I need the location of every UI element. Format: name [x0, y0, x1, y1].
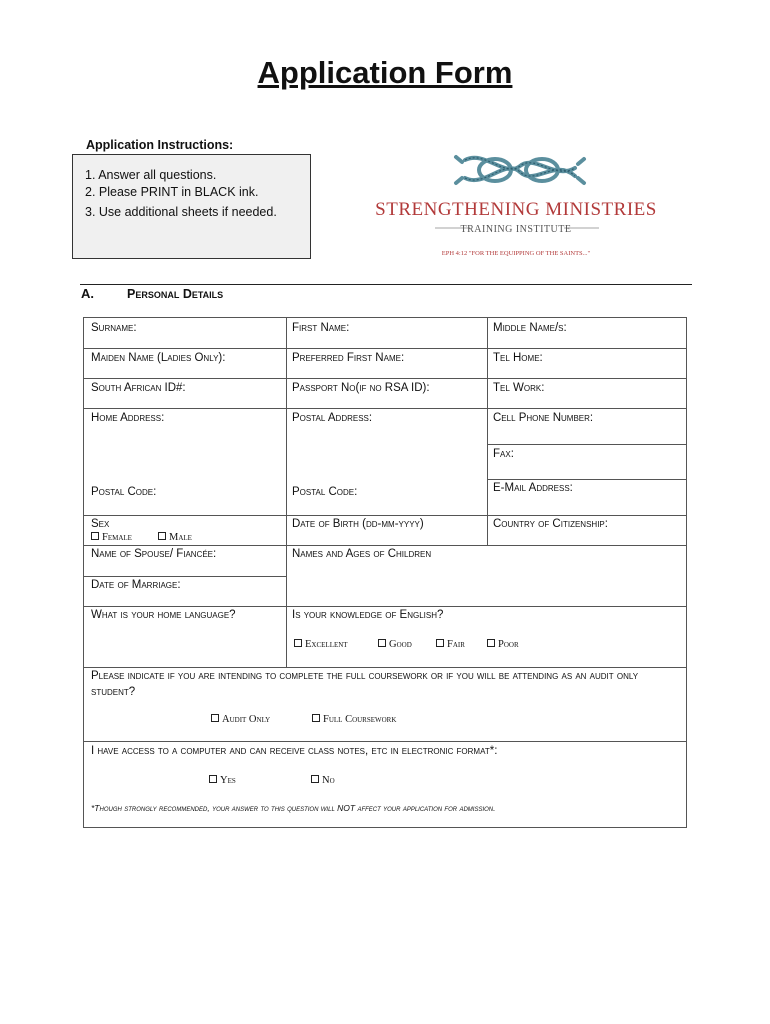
home-language-field[interactable]: What is your home language? — [91, 609, 236, 621]
row-divider — [84, 515, 686, 516]
english-level-label: Is your knowledge of English? — [292, 609, 444, 621]
tel-home-field[interactable]: Tel Home: — [493, 352, 543, 364]
english-option-poor[interactable]: Poor — [487, 639, 519, 650]
computer-question: I have access to a computer and can receive class notes, etc in electronic format*: — [91, 745, 498, 757]
row-divider — [84, 408, 686, 409]
checkbox-icon — [158, 532, 166, 540]
checkbox-icon — [487, 639, 495, 647]
passport-field[interactable]: Passport No(if no RSA ID): — [292, 382, 430, 394]
country-field[interactable]: Country of Citizenship: — [493, 518, 608, 530]
sa-id-field[interactable]: South African ID#: — [91, 382, 186, 394]
children-field[interactable]: Names and Ages of Children — [292, 548, 432, 560]
instructions-box — [72, 154, 311, 259]
page-title: Application Form — [257, 55, 513, 90]
surname-field[interactable]: Surname: — [91, 322, 137, 334]
cell-phone-field[interactable]: Cell Phone Number: — [493, 412, 594, 424]
spouse-field[interactable]: Name of Spouse/ Fiancée: — [91, 548, 217, 560]
row-divider — [487, 444, 686, 445]
middle-names-field[interactable]: Middle Name/s: — [493, 322, 567, 334]
instruction-item: 1. Answer all questions. — [85, 168, 217, 182]
svg-text:STRENGTHENING MINISTRIES: STRENGTHENING MINISTRIES — [375, 199, 657, 220]
section-rule — [80, 284, 692, 285]
checkbox-icon — [311, 775, 319, 783]
coursework-question: Please indicate if you are intending to complete the full coursework or if you will be attending as an audit only student? — [91, 670, 639, 698]
instruction-item: 3. Use additional sheets if needed. — [85, 205, 277, 219]
checkbox-icon — [209, 775, 217, 783]
maiden-name-field[interactable]: Maiden Name (Ladies Only): — [91, 352, 226, 364]
instructions-heading: Application Instructions: — [86, 138, 234, 152]
section-title: Personal Details — [127, 287, 224, 301]
personal-details-form — [83, 317, 687, 828]
marriage-date-field[interactable]: Date of Marriage: — [91, 579, 181, 591]
coursework-option-full[interactable]: Full Coursework — [312, 714, 396, 725]
checkbox-icon — [378, 639, 386, 647]
row-divider — [84, 606, 686, 607]
column-divider — [286, 318, 287, 667]
sex-label: Sex — [91, 518, 110, 530]
email-field[interactable]: E-Mail Address: — [493, 482, 573, 494]
checkbox-icon — [294, 639, 302, 647]
svg-text:TRAINING INSTITUTE: TRAINING INSTITUTE — [460, 224, 572, 235]
date-of-birth-field[interactable]: Date of Birth (dd-mm-yyyy) — [292, 518, 424, 530]
row-divider — [84, 378, 686, 379]
strengthening-ministries-logo — [370, 148, 662, 260]
preferred-first-name-field[interactable]: Preferred First Name: — [292, 352, 405, 364]
section-letter: A. — [81, 286, 94, 301]
sex-option-female[interactable]: Female — [91, 532, 132, 543]
postal-address-field[interactable]: Postal Address: — [292, 412, 373, 424]
checkbox-icon — [91, 532, 99, 540]
row-divider — [84, 348, 686, 349]
first-name-field[interactable]: First Name: — [292, 322, 350, 334]
instruction-item: 2. Please PRINT in BLACK ink. — [85, 185, 259, 199]
english-option-good[interactable]: Good — [378, 639, 412, 650]
postal-code-field[interactable]: Postal Code: — [91, 486, 157, 498]
english-option-excellent[interactable]: Excellent — [294, 639, 348, 650]
sex-option-male[interactable]: Male — [158, 532, 192, 543]
computer-option-yes[interactable]: Yes — [209, 775, 236, 786]
row-divider — [84, 741, 686, 742]
column-divider — [487, 318, 488, 545]
row-divider — [84, 545, 686, 546]
home-address-field[interactable]: Home Address: — [91, 412, 165, 424]
fax-field[interactable]: Fax: — [493, 448, 514, 460]
checkbox-icon — [312, 714, 320, 722]
row-divider — [84, 576, 286, 577]
coursework-option-audit[interactable]: Audit Only — [211, 714, 270, 725]
computer-note: *Though strongly recommended, your answer to this question will NOT affect your application for admission. — [91, 803, 496, 813]
checkbox-icon — [436, 639, 444, 647]
computer-option-no[interactable]: No — [311, 775, 335, 786]
svg-text:EPH 4:12 "FOR THE EQUIPPING OF: EPH 4:12 "FOR THE EQUIPPING OF THE SAINTS..." — [441, 250, 591, 257]
postal-code-field[interactable]: Postal Code: — [292, 486, 358, 498]
row-divider — [487, 479, 686, 480]
checkbox-icon — [211, 714, 219, 722]
tel-work-field[interactable]: Tel Work: — [493, 382, 545, 394]
english-option-fair[interactable]: Fair — [436, 639, 465, 650]
